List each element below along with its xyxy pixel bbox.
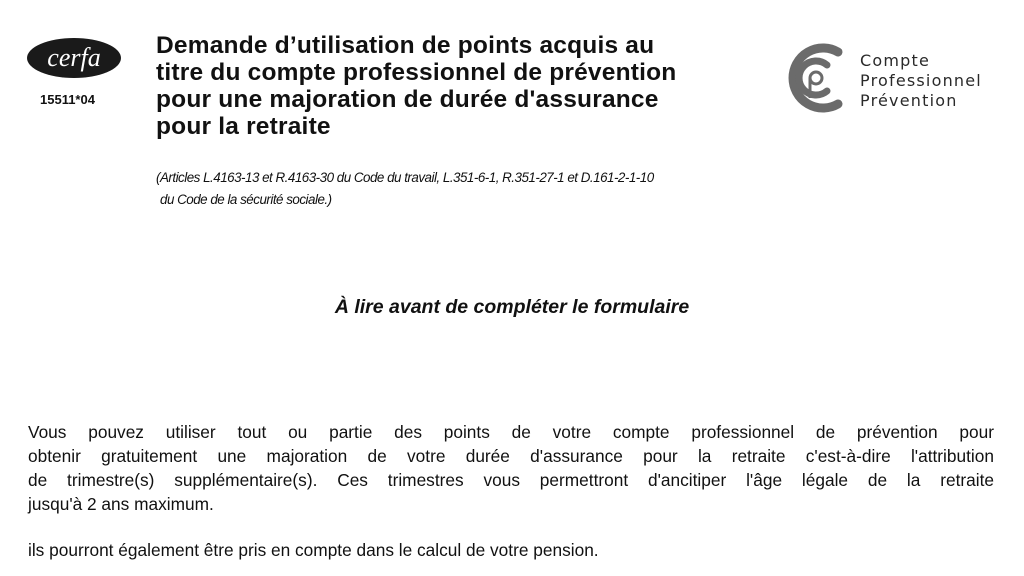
brand-line: Professionnel	[860, 71, 982, 90]
title-line: pour la retraite	[156, 113, 331, 140]
title-line: Demande d’utilisation de points acquis au	[156, 32, 655, 59]
compte-prevention-logo-text	[860, 51, 982, 111]
notice-heading: À lire avant de compléter le formulaire	[334, 296, 690, 318]
intro-line: Vous pouvez utiliser tout ou partie des points de votre compte professionnel de prévention pour	[28, 422, 994, 442]
intro-paragraph	[28, 420, 994, 516]
legal-reference-line: du Code de la sécurité sociale.)	[160, 192, 332, 207]
legal-reference-line: (Articles L.4163-13 et R.4163-30 du Code du travail, L.351-6-1, R.351-27-1 et D.161-2-1-10	[156, 170, 654, 185]
form-number: 15511*04	[40, 92, 95, 107]
brand-line: Prévention	[860, 91, 958, 110]
compte-prevention-logo-icon	[780, 38, 852, 118]
title-line: titre du compte professionnel de prévention	[156, 59, 677, 86]
brand-line: Compte	[860, 51, 931, 70]
intro-line: de trimestre(s) supplémentaire(s). Ces trimestres vous permettront d'ancitiper l'âge légale de la retraite	[28, 470, 994, 490]
legal-references	[156, 167, 654, 211]
cerfa-logo	[26, 37, 122, 79]
title-line: pour une majoration de durée d'assurance	[156, 86, 659, 113]
intro-line: obtenir gratuitement une majoration de votre durée d'assurance pour la retraite c'est-à-dire l'attribution	[28, 446, 994, 466]
form-title	[156, 32, 766, 140]
intro-line: jusqu'à 2 ans maximum.	[28, 494, 214, 514]
pension-note: ils pourront également être pris en compte dans le calcul de votre pension.	[28, 540, 599, 560]
cerfa-logo-text: cerfa	[47, 43, 101, 72]
